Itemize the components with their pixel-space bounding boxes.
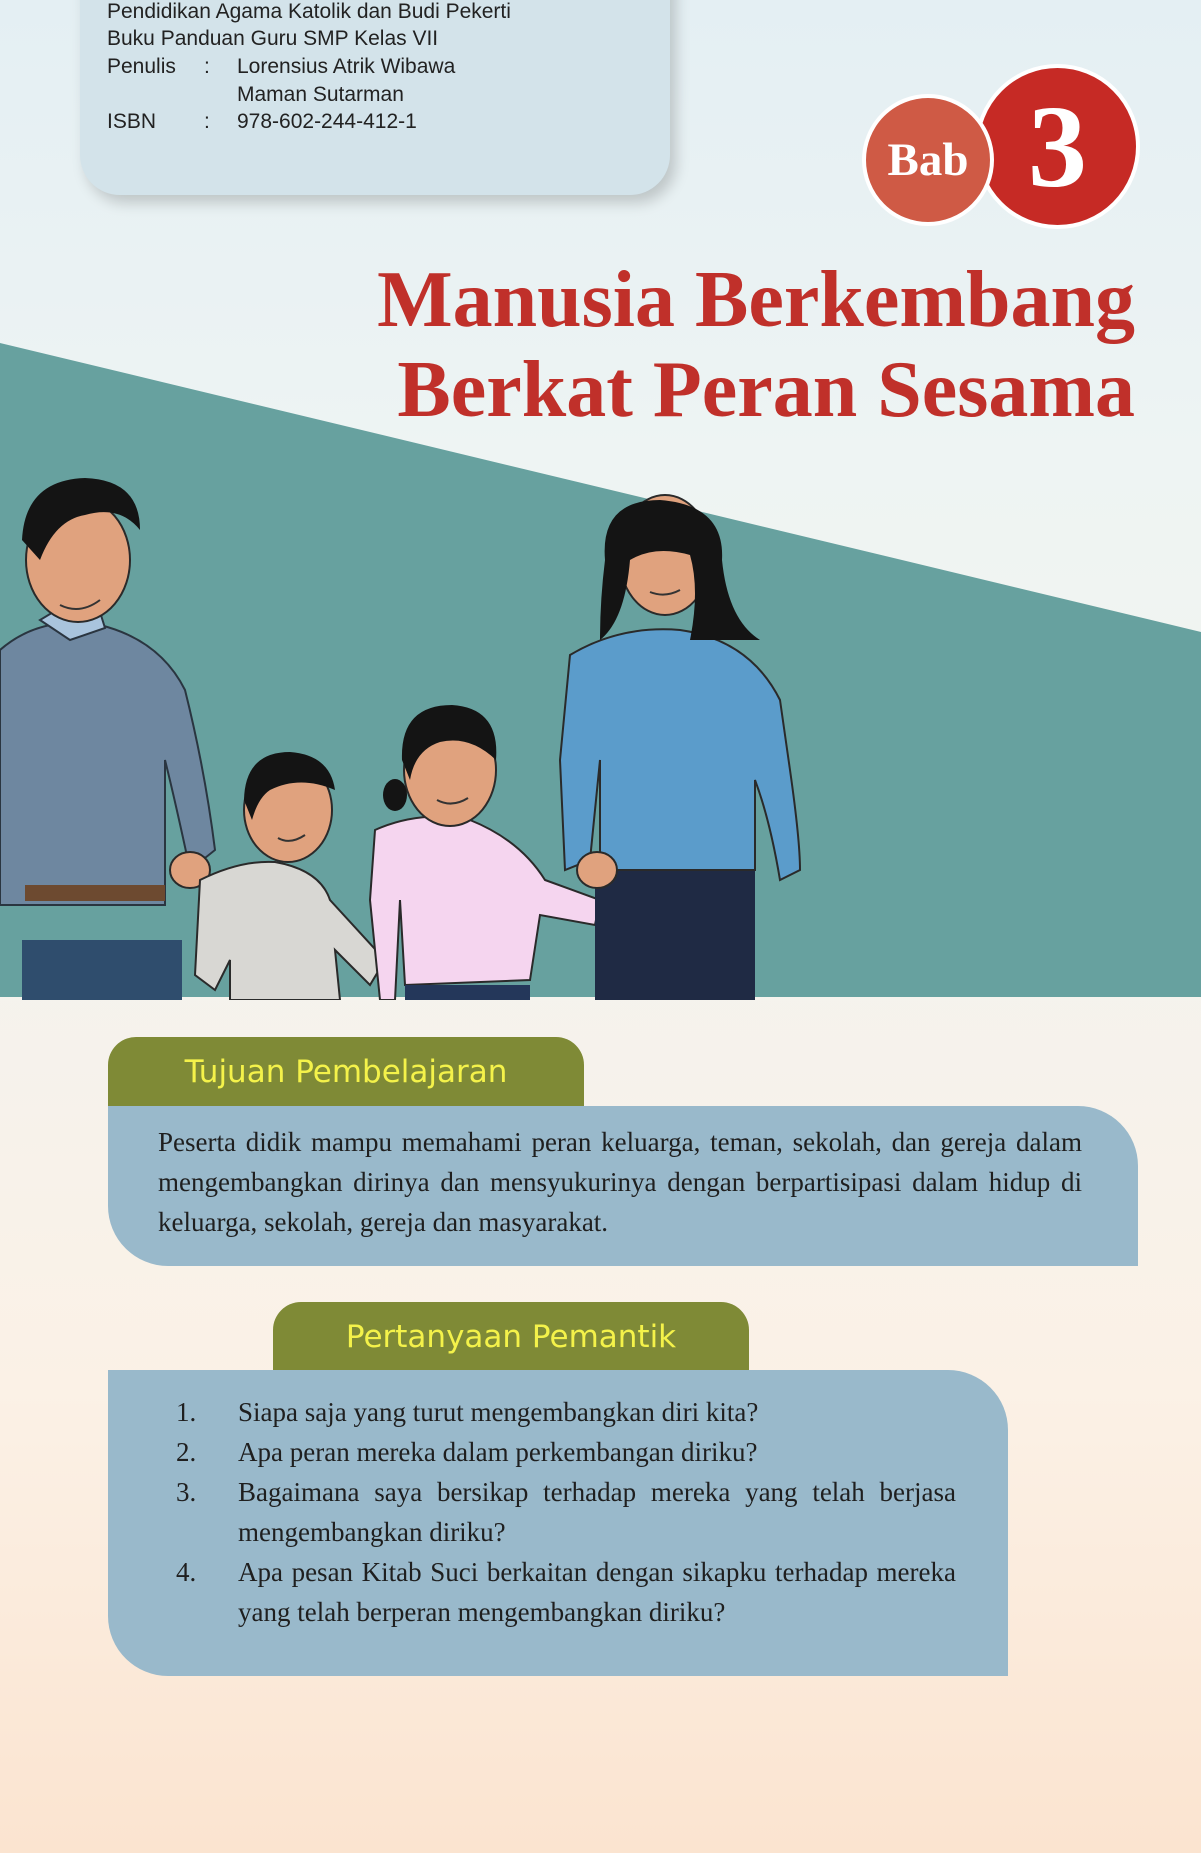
chapter-title [377,255,1135,435]
author-2: Maman Sutarman [237,83,404,106]
question-item [168,1392,956,1432]
learning-goals-text: Peserta didik mampu memahami peran keluarga, teman, sekolah, dan gereja dalam mengembangkan dirinya dan mensyukurinya dengan berpartisipasi dalam hidup di keluarga, sekolah, gereja dan masyarakat. [158,1127,1082,1237]
question-number: 3. [176,1477,197,1507]
isbn-value: 978-602-244-412-1 [237,110,417,133]
family-illustration [0,470,820,1000]
book-type: Buku Panduan Guru SMP Kelas VII [107,27,439,50]
question-item [168,1472,956,1552]
question-number: 4. [176,1557,197,1587]
chapter-number-badge: 3 [975,64,1140,229]
chapter-title-line-2: Berkat Peran Sesama [397,346,1135,434]
learning-goals-box [108,1106,1138,1266]
question-number: 1. [176,1397,197,1427]
author-1: Lorensius Atrik Wibawa [237,55,456,78]
question-text: Apa peran mereka dalam perkembangan diriku? [238,1437,758,1467]
question-text: Siapa saja yang turut mengembangkan diri kita? [238,1397,759,1427]
isbn-label: ISBN [107,110,157,133]
question-number: 2. [176,1437,197,1467]
trigger-questions-box [108,1370,1008,1676]
book-info-card [80,0,670,195]
book-subject: Pendidikan Agama Katolik dan Budi Pekerti [107,0,511,23]
question-item [168,1432,956,1472]
trigger-questions-tab: Pertanyaan Pemantik [273,1302,749,1374]
question-text: Apa pesan Kitab Suci berkaitan dengan sikapku terhadap mereka yang telah berperan mengembangkan diriku? [238,1557,956,1627]
learning-goals-tab: Tujuan Pembelajaran [108,1037,584,1109]
author-separator: : [204,55,210,78]
isbn-separator: : [204,110,210,133]
mother-figure [560,495,800,1000]
author-label: Penulis [107,55,176,78]
father-figure [0,478,215,1000]
chapter-title-line-1: Manusia Berkembang [377,256,1135,344]
trigger-questions-list [168,1392,956,1632]
boy-figure [195,752,385,1000]
question-item [168,1552,956,1632]
question-text: Bagaimana saya bersikap terhadap mereka yang telah berjasa mengembangkan diriku? [238,1477,956,1547]
bab-label-badge: Bab [862,94,994,226]
